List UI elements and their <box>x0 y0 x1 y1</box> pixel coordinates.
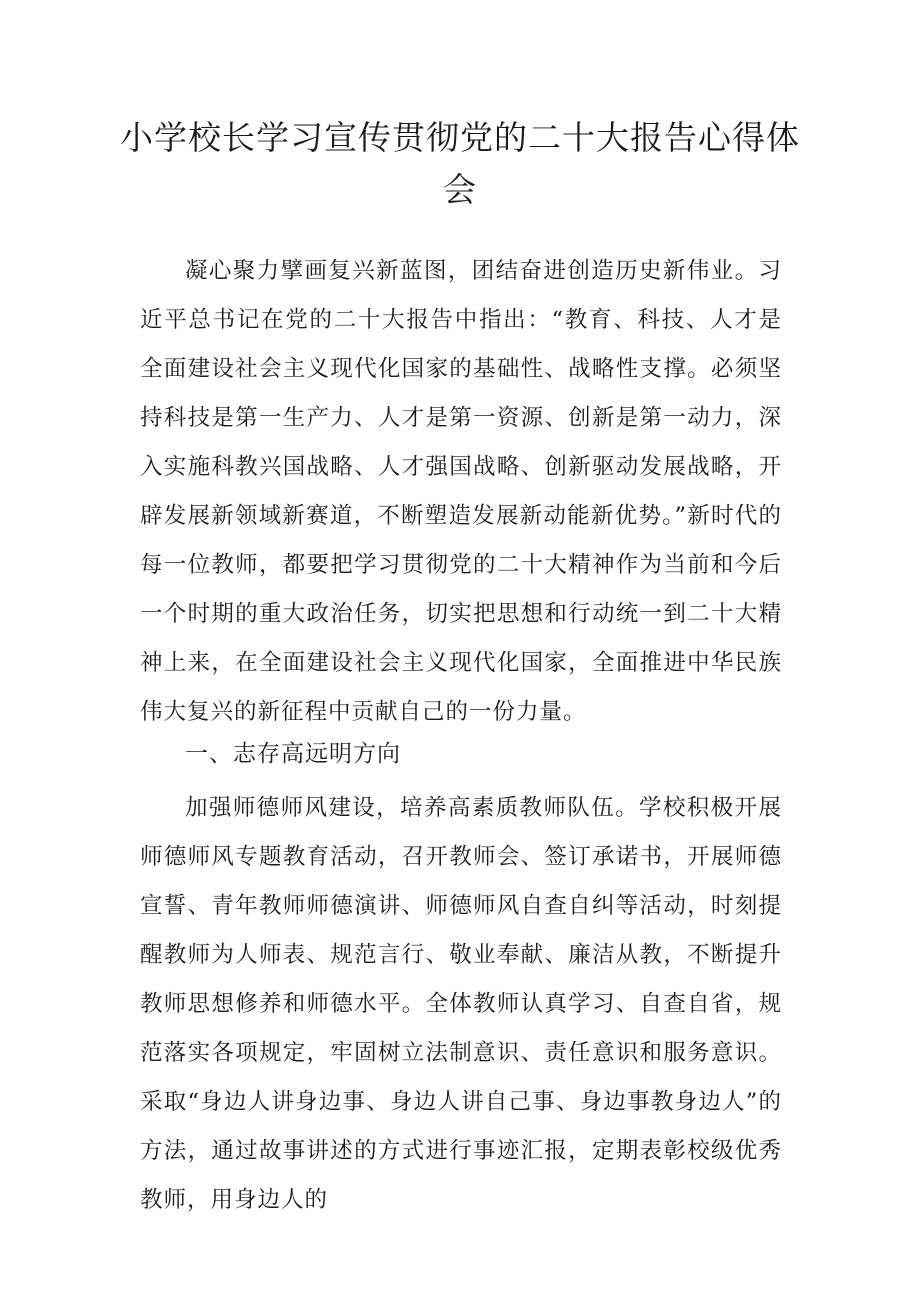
document-title: 小学校长学习宣传贯彻党的二十大报告心得体会 <box>120 118 800 209</box>
section-heading: 一、志存高远明方向 <box>185 741 401 767</box>
body-paragraph-intro: 凝心聚力擘画复兴新蓝图，团结奋进创造历史新伟业。习近平总书记在党的二十大报告中指出：“教育、科技、人才是全面建设社会主义现代化国家的基础性、战略性支撑。必须坚持科技是第一生产力、人才是第一资源、创新是第一动力，深入实施科教兴国战略、人才强国战略、创新驱动发展战略，开辟发展新领域新赛道，不断塑造发展新动能新优势。”新时代的每一位教师，都要把学习贯彻党的二十大精神作为当前和今后一个时期的重大政治任务，切实把思想和行动统一到二十大精神上来，在全面建设社会主义现代化国家，全面推进中华民族伟大复兴的新征程中贡献自己的一份力量。 <box>140 258 782 725</box>
body-paragraph-section-1: 加强师德师风建设，培养高素质教师队伍。学校积极开展师德师风专题教育活动，召开教师会、签订承诺书，开展师德宣誓、青年教师师德演讲、师德师风自查自纠等活动，时刻提醒教师为人师表、规范言行、敬业奉献、廉洁从教，不断提升教师思想修养和师德水平。全体教师认真学习、自查自省，规范落实各项规定，牢固树立法制意识、责任意识和服务意识。采取“身边人讲身边事、身边人讲自己事、身边事教身边人”的方法，通过故事讲述的方式进行事迹汇报，定期表彰校级优秀教师，用身边人的 <box>140 795 782 1213</box>
